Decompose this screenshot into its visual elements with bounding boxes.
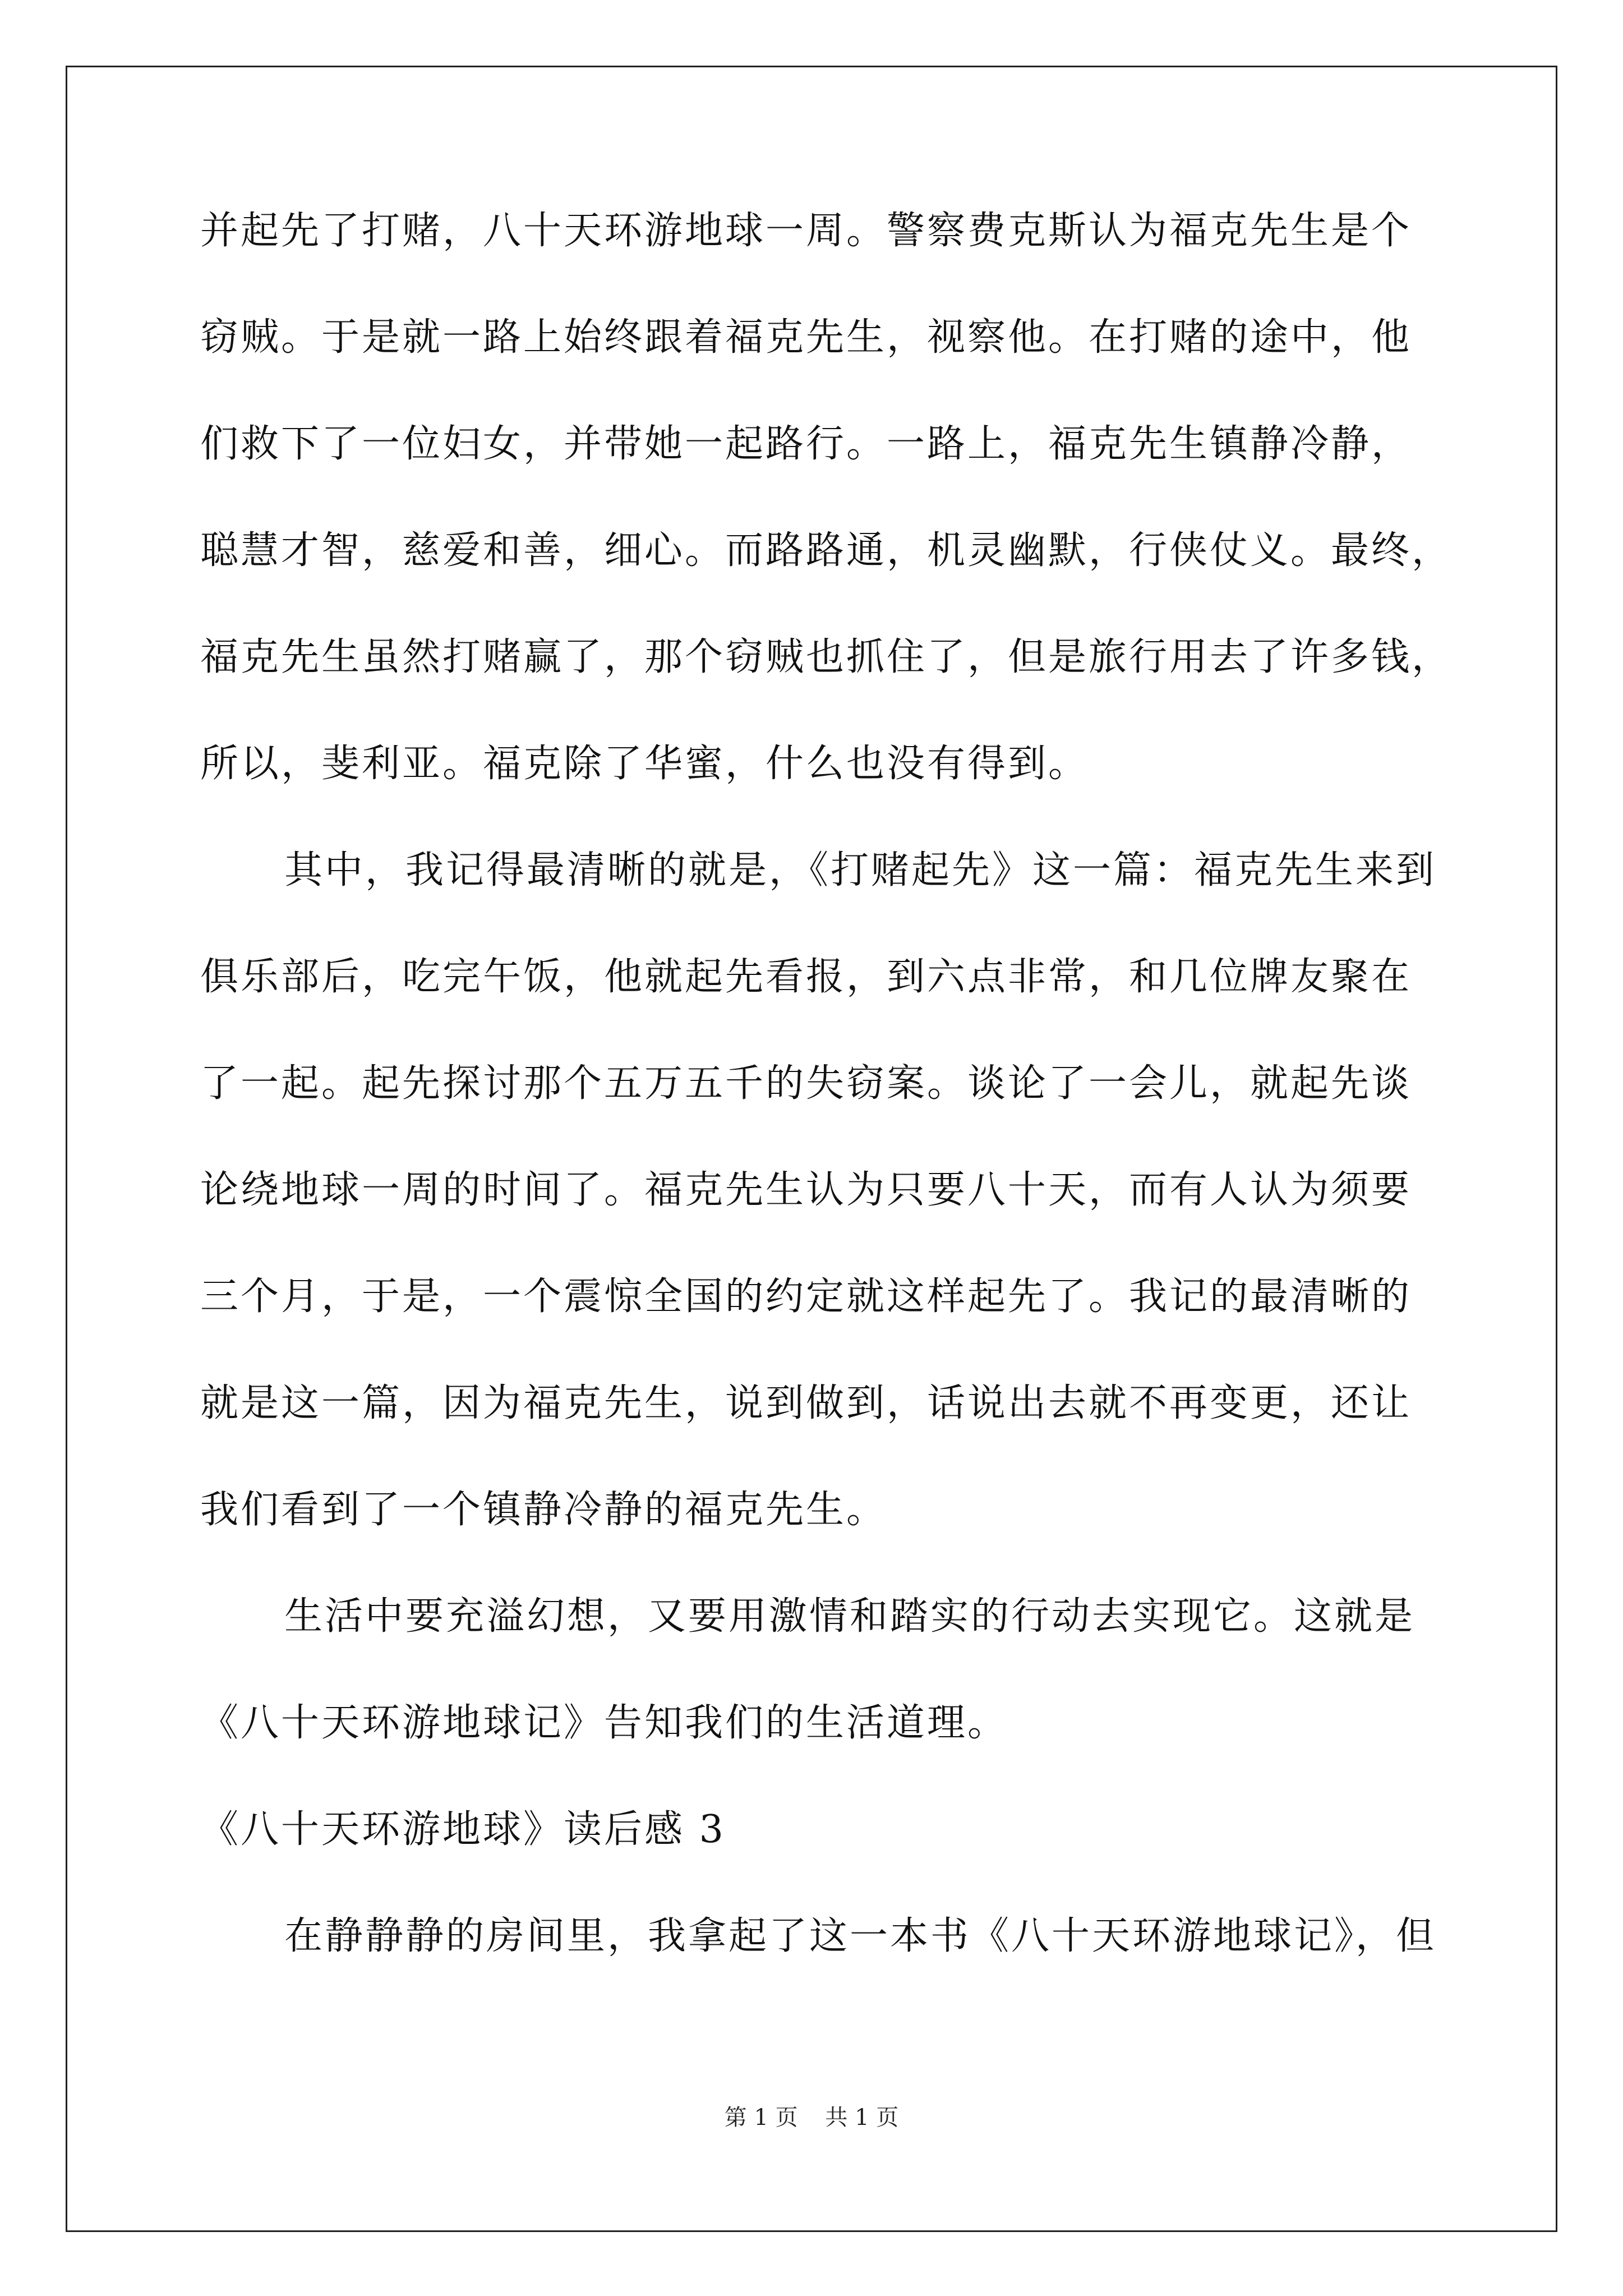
text-line: 俱乐部后，吃完午饭，他就起先看报，到六点非常，和几位牌友聚在 [200,955,1412,999]
text-line: 聪慧才智，慈爱和善，细心。而路路通，机灵幽默，行侠仗义。最终， [200,528,1453,573]
text-line: 窃贼。于是就一路上始终跟着福克先生，视察他。在打赌的途中，他 [200,315,1412,360]
paragraph-first-line: 在静静静的房间里，我拿起了这一本书《八十天环游地球记》，但 [284,1914,1437,1958]
paragraph-first-line: 其中，我记得最清晰的就是，《打赌起先》这一篇：福克先生来到 [284,848,1437,892]
page-total: 共 1 页 [825,2105,899,2131]
page-number: 第 1 页 [724,2105,798,2131]
paragraph-first-line: 生活中要充溢幻想，又要用激情和踏实的行动去实现它。这就是 [284,1594,1415,1639]
text-line: 我们看到了一个镇静冷静的福克先生。 [200,1488,887,1532]
page-border [66,66,1557,2232]
text-line: 福克先生虽然打赌赢了，那个窃贼也抓住了，但是旅行用去了许多钱， [200,635,1453,679]
text-line: 三个月，于是，一个震惊全国的约定就这样起先了。我记的最清晰的 [200,1274,1412,1319]
text-line: 论绕地球一周的时间了。福克先生认为只要八十天，而有人认为须要 [200,1168,1412,1212]
page-footer [0,2104,1623,2132]
text-line: 《八十天环游地球记》告知我们的生活道理。 [200,1701,1008,1745]
text-line: 们救下了一位妇女，并带她一起路行。一路上，福克先生镇静冷静， [200,422,1412,466]
section-heading: 《八十天环游地球》读后感 3 [200,1807,726,1852]
text-line: 并起先了打赌，八十天环游地球一周。警察费克斯认为福克先生是个 [200,209,1412,253]
text-line: 所以，斐利亚。福克除了华蜜，什么也没有得到。 [200,742,1089,786]
text-line: 就是这一篇，因为福克先生，说到做到，话说出去就不再变更，还让 [200,1381,1412,1425]
text-line: 了一起。起先探讨那个五万五千的失窃案。谈论了一会儿，就起先谈 [200,1061,1412,1106]
